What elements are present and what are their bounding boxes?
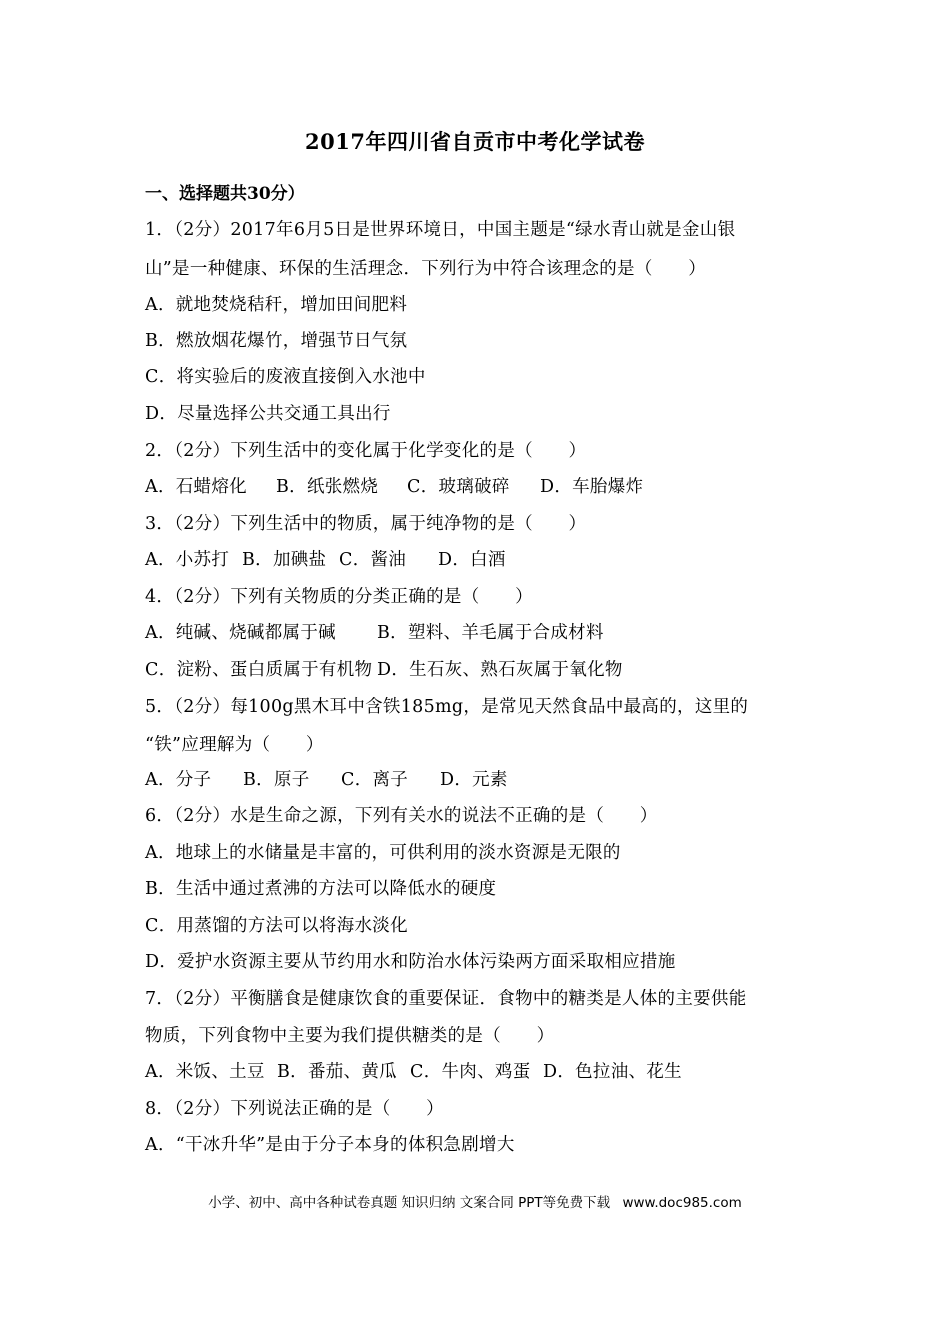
question-4-option-a: A．纯碱、烧碱都属于碱 (145, 623, 336, 643)
question-3-stem: 3．（2分）下列生活中的物质，属于纯净物的是（ ） (145, 514, 587, 534)
question-4-options-row-1 (145, 619, 815, 644)
question-1-stem-line-2: 山”是一种健康、环保的生活理念．下列行为中符合该理念的是（ ） (145, 259, 707, 279)
question-4-option-d: D．生石灰、熟石灰属于氧化物 (377, 660, 623, 680)
question-3-option-c: C．酱油 (339, 550, 407, 570)
question-2-stem: 2．（2分）下列生活中的变化属于化学变化的是（ ） (145, 441, 587, 461)
question-7-stem-line-2: 物质，下列食物中主要为我们提供糖类的是（ ） (145, 1026, 555, 1046)
question-4-options-row-2 (145, 656, 815, 681)
question-5-stem-line-1: 5．（2分）每100g黑木耳中含铁185mg，是常见天然食品中最高的，这里的 (145, 697, 749, 717)
question-1-option-b: B．燃放烟花爆竹，增强节日气氛 (145, 331, 408, 351)
question-7-option-a: A．米饭、土豆 (145, 1062, 265, 1082)
question-4-option-b: B．塑料、羊毛属于合成材料 (377, 623, 604, 643)
question-4-option-c: C．淀粉、蛋白质属于有机物 (145, 660, 373, 680)
question-2-option-d: D．车胎爆炸 (540, 477, 644, 497)
question-3-options (145, 546, 815, 571)
question-7-option-b: B．番茄、黄瓜 (277, 1062, 397, 1082)
question-6-stem: 6．（2分）水是生命之源，下列有关水的说法不正确的是（ ） (145, 806, 658, 826)
question-5-option-b: B．原子 (243, 770, 310, 790)
question-1-stem-line-1: 1．（2分）2017年6月5日是世界环境日，中国主题是“绿水青山就是金山银 (145, 220, 736, 240)
question-5-option-a: A．分子 (145, 770, 212, 790)
question-3-option-d: D．白酒 (438, 550, 506, 570)
question-2-options (145, 473, 815, 498)
question-7-option-c: C．牛肉、鸡蛋 (410, 1062, 531, 1082)
footer-text: 小学、初中、高中各种试卷真题 知识归纳 文案合同 PPT等免费下载 (208, 1195, 611, 1211)
question-5-option-c: C．离子 (341, 770, 409, 790)
question-6-option-d: D．爱护水资源主要从节约用水和防治水体污染两方面采取相应措施 (145, 952, 676, 972)
question-1-option-c: C．将实验后的废液直接倒入水池中 (145, 367, 426, 387)
question-7-option-d: D．色拉油、花生 (543, 1062, 682, 1082)
question-3-option-a: A．小苏打 (145, 550, 230, 570)
page-footer (0, 1191, 950, 1211)
question-7-options (145, 1058, 815, 1083)
question-3-option-b: B．加碘盐 (242, 550, 327, 570)
question-2-option-b: B．纸张燃烧 (276, 477, 379, 497)
page-title: 2017年四川省自贡市中考化学试卷 (305, 129, 645, 154)
question-2-option-c: C．玻璃破碎 (407, 477, 510, 497)
question-8-stem: 8．（2分）下列说法正确的是（ ） (145, 1099, 444, 1119)
question-1-option-a: A．就地焚烧秸秆，增加田间肥料 (145, 295, 408, 315)
section-heading: 一、选择题共30分） (145, 184, 305, 204)
question-2-option-a: A．石蜡熔化 (145, 477, 247, 497)
question-1-option-d: D．尽量选择公共交通工具出行 (145, 404, 391, 424)
question-6-option-b: B．生活中通过煮沸的方法可以降低水的硬度 (145, 879, 497, 899)
question-5-options (145, 766, 815, 791)
question-6-option-c: C．用蒸馏的方法可以将海水淡化 (145, 916, 408, 936)
footer-url-link[interactable]: www.doc985.com (622, 1195, 742, 1211)
question-8-option-a: A．“干冰升华”是由于分子本身的体积急剧增大 (145, 1135, 515, 1155)
question-5-option-d: D．元素 (440, 770, 508, 790)
question-4-stem: 4．（2分）下列有关物质的分类正确的是（ ） (145, 587, 533, 607)
question-7-stem-line-1: 7．（2分）平衡膳食是健康饮食的重要保证．食物中的糖类是人体的主要供能 (145, 989, 747, 1009)
question-6-option-a: A．地球上的水储量是丰富的，可供利用的淡水资源是无限的 (145, 843, 621, 863)
question-5-stem-line-2: “铁”应理解为（ ） (145, 735, 324, 755)
